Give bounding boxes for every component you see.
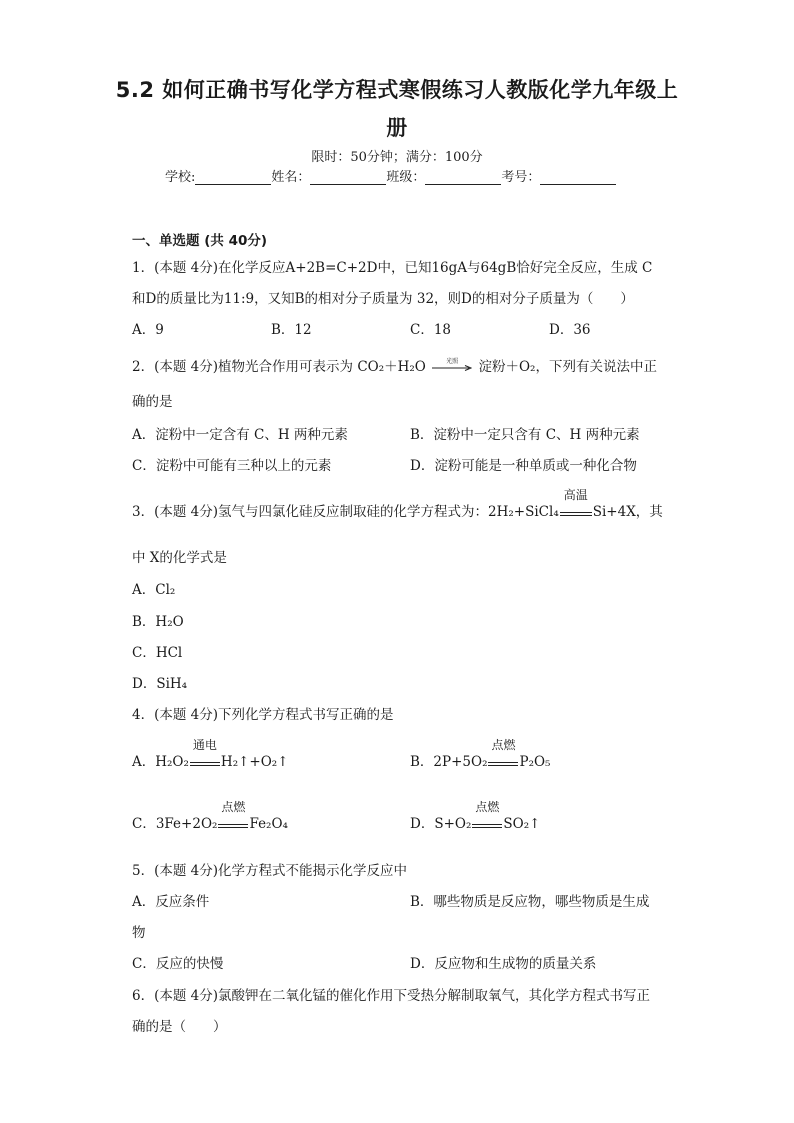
q5-option-d[interactable]: D．反应物和生成物的质量关系 [410,956,597,972]
q3-option-a[interactable]: A．Cl₂ [132,582,176,598]
q2-suffix: 淀粉＋O₂，下列有关说法中正 [478,359,657,375]
q6-stem-line1: 6．(本题 4分)氯酸钾在二氧化锰的催化作用下受热分解制取氧气，其化学方程式书写正 [132,988,651,1004]
q3-condition-sign [560,488,592,516]
document-title-line1: 5.2 如何正确书写化学方程式寒假练习人教版化学九年级上 [115,78,679,102]
q2-reactants: CO₂＋H₂O [357,359,426,375]
q2-condition: 光照 [446,357,459,365]
q2-option-d[interactable]: D．淀粉可能是一种单质或一种化合物 [410,458,637,474]
number-label: 考号： [501,170,541,185]
q5-option-b-line2[interactable]: 物 [132,925,146,941]
q1-stem-line2: 和D的质量比为11:9，又知B的相对分子质量为 32，则D的相对分子质量为（ ） [132,291,634,307]
q6-stem-line2: 确的是（ ） [132,1019,227,1035]
q2-stem-line2: 确的是 [132,394,173,410]
q4-b-condition-sign: 点燃 [488,756,518,766]
q1-option-c[interactable]: C．18 [410,322,452,338]
student-info-line [165,166,616,185]
class-label: 班级： [386,170,426,185]
q3-eq-right: Si+4X，其 [592,504,663,520]
q3-stem-line2: 中 X的化学式是 [132,550,227,566]
section-heading: 一、单选题 (共 40分) [132,233,268,249]
q4-option-b[interactable]: B．2P+5O₂ 点燃 P₂O₅ [410,738,551,770]
q5-option-a[interactable]: A．反应条件 [132,894,210,910]
q4-a-condition-sign: 通电 [190,756,220,766]
q2-reaction-arrow [432,357,472,371]
q5-option-b-line1[interactable]: B．哪些物质是反应物，哪些物质是生成 [410,894,650,910]
arrow-icon [432,365,472,371]
time-score-info: 限时：50分钟；满分：100分 [311,150,483,165]
q2-stem-line1 [132,355,657,375]
class-blank[interactable] [425,170,501,185]
q3-option-b[interactable]: B．H₂O [132,614,184,630]
name-blank[interactable] [310,170,386,185]
q1-option-a[interactable]: A．9 [132,322,164,338]
q1-stem-line1: 1．(本题 4分)在化学反应A+2B=C+2D中，已知16gA与64gB恰好完全反应，生成 C [132,260,653,276]
name-label: 姓名： [271,170,311,185]
number-blank[interactable] [540,170,616,185]
q3-eq-left: 2H₂+SiCl₄ [488,504,559,520]
q4-option-d[interactable]: D．S+O₂ 点燃 SO₂↑ [410,800,541,832]
q5-stem: 5．(本题 4分)化学方程式不能揭示化学反应中 [132,863,408,879]
document-title-line2: 册 [386,116,408,140]
q2-option-c[interactable]: C．淀粉中可能有三种以上的元素 [132,458,332,474]
q3-condition: 高温 [563,488,588,502]
q2-prefix: 2．(本题 4分)植物光合作用可表示为 [132,359,354,375]
q4-c-condition-sign: 点燃 [218,818,248,828]
q1-option-b[interactable]: B．12 [271,322,312,338]
school-label: 学校: [165,170,196,185]
q2-option-a[interactable]: A．淀粉中一定含有 C、H 两种元素 [132,427,348,443]
q3-stem-line1 [132,488,663,520]
q1-option-d[interactable]: D．36 [549,322,591,338]
q3-option-c[interactable]: C．HCl [132,645,183,661]
q4-option-a[interactable]: A．H₂O₂ 通电 H₂↑+O₂↑ [132,738,289,770]
q4-option-c[interactable]: C．3Fe+2O₂ 点燃 Fe₂O₄ [132,800,288,832]
q3-option-d[interactable]: D．SiH₄ [132,676,188,692]
q4-stem: 4．(本题 4分)下列化学方程式书写正确的是 [132,707,394,723]
q4-d-condition-sign: 点燃 [472,818,502,828]
q5-option-c[interactable]: C．反应的快慢 [132,956,224,972]
school-blank[interactable] [195,170,271,185]
q2-option-b[interactable]: B．淀粉中一定只含有 C、H 两种元素 [410,427,640,443]
q3-prefix: 3．(本题 4分)氢气与四氯化硅反应制取硅的化学方程式为： [132,504,489,520]
